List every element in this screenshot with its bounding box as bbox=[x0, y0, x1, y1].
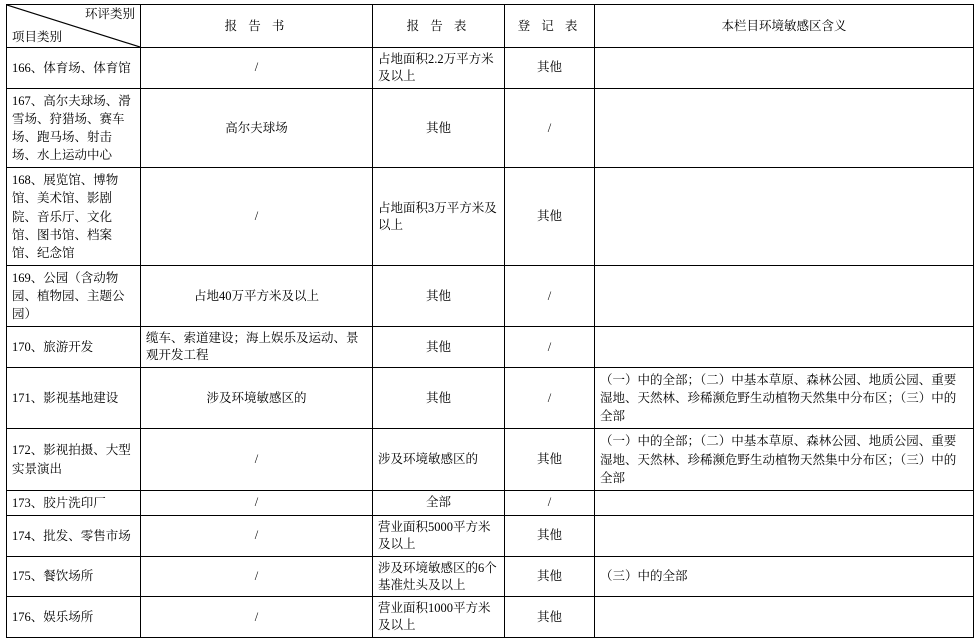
row-register-form: 其他 bbox=[505, 556, 595, 597]
row-category: 176、娱乐场所 bbox=[7, 597, 141, 638]
table-row bbox=[7, 48, 974, 89]
environmental-category-table bbox=[6, 4, 974, 638]
header-corner-top-label: 环评类别 bbox=[84, 7, 135, 21]
header-register-form-label: 登 记 表 bbox=[517, 18, 582, 33]
row-report-book: 缆车、索道建设；海上娱乐及运动、景观开发工程 bbox=[141, 327, 373, 368]
row-register-form: 其他 bbox=[505, 429, 595, 490]
row-category: 169、公园（含动物园、植物园、主题公园） bbox=[7, 265, 141, 326]
row-category: 170、旅游开发 bbox=[7, 327, 141, 368]
row-category: 175、餐饮场所 bbox=[7, 556, 141, 597]
table-row bbox=[7, 597, 974, 638]
row-register-form: / bbox=[505, 327, 595, 368]
row-register-form: 其他 bbox=[505, 48, 595, 89]
row-meaning bbox=[595, 168, 974, 266]
table-header-row bbox=[7, 5, 974, 48]
row-meaning bbox=[595, 597, 974, 638]
row-report-form: 其他 bbox=[373, 265, 505, 326]
row-meaning bbox=[595, 48, 974, 89]
row-report-form: 全部 bbox=[373, 490, 505, 515]
row-report-book: / bbox=[141, 490, 373, 515]
row-register-form: 其他 bbox=[505, 515, 595, 556]
row-report-form: 营业面积5000平方米及以上 bbox=[373, 515, 505, 556]
row-report-book: / bbox=[141, 515, 373, 556]
row-report-form: 占地面积3万平方米及以上 bbox=[373, 168, 505, 266]
row-category: 166、体育场、体育馆 bbox=[7, 48, 141, 89]
table-row bbox=[7, 429, 974, 490]
row-report-book: / bbox=[141, 168, 373, 266]
header-meaning bbox=[595, 5, 974, 48]
row-meaning: （一）中的全部；（二）中基本草原、森林公园、地质公园、重要湿地、天然林、珍稀濒危野生动植物天然集中分布区；（三）中的全部 bbox=[595, 429, 974, 490]
table-row bbox=[7, 556, 974, 597]
row-meaning: （一）中的全部；（二）中基本草原、森林公园、地质公园、重要湿地、天然林、珍稀濒危野生动植物天然集中分布区；（三）中的全部 bbox=[595, 368, 974, 429]
row-category: 168、展览馆、博物馆、美术馆、影剧院、音乐厅、文化馆、图书馆、档案馆、纪念馆 bbox=[7, 168, 141, 266]
row-meaning bbox=[595, 88, 974, 168]
row-category: 173、胶片洗印厂 bbox=[7, 490, 141, 515]
header-report-form-label: 报 告 表 bbox=[406, 18, 471, 33]
table-row bbox=[7, 265, 974, 326]
header-report-form bbox=[373, 5, 505, 48]
row-report-book: 涉及环境敏感区的 bbox=[141, 368, 373, 429]
header-report-book-label: 报 告 书 bbox=[224, 18, 289, 33]
header-report-book bbox=[141, 5, 373, 48]
table-row bbox=[7, 490, 974, 515]
row-category: 171、影视基地建设 bbox=[7, 368, 141, 429]
table-row bbox=[7, 515, 974, 556]
row-register-form: 其他 bbox=[505, 597, 595, 638]
row-meaning bbox=[595, 515, 974, 556]
row-report-form: 其他 bbox=[373, 327, 505, 368]
row-report-form: 营业面积1000平方米及以上 bbox=[373, 597, 505, 638]
row-category: 172、影视拍摄、大型实景演出 bbox=[7, 429, 141, 490]
row-register-form: / bbox=[505, 490, 595, 515]
row-register-form: / bbox=[505, 88, 595, 168]
row-report-form: 占地面积2.2万平方米及以上 bbox=[373, 48, 505, 89]
row-meaning bbox=[595, 327, 974, 368]
row-report-book: / bbox=[141, 48, 373, 89]
header-corner-cell bbox=[7, 5, 141, 48]
header-corner-bottom-label: 项目类别 bbox=[12, 30, 63, 45]
row-meaning: （三）中的全部 bbox=[595, 556, 974, 597]
table-row bbox=[7, 327, 974, 368]
header-meaning-label: 本栏目环境敏感区含义 bbox=[721, 18, 847, 33]
row-report-form: 其他 bbox=[373, 88, 505, 168]
row-report-form: 其他 bbox=[373, 368, 505, 429]
row-register-form: / bbox=[505, 265, 595, 326]
row-report-book: / bbox=[141, 597, 373, 638]
row-report-form: 涉及环境敏感区的6个基准灶头及以上 bbox=[373, 556, 505, 597]
row-register-form: / bbox=[505, 368, 595, 429]
row-report-form: 涉及环境敏感区的 bbox=[373, 429, 505, 490]
table-row bbox=[7, 168, 974, 266]
row-report-book: / bbox=[141, 556, 373, 597]
table-row bbox=[7, 368, 974, 429]
row-report-book: 高尔夫球场 bbox=[141, 88, 373, 168]
header-register-form bbox=[505, 5, 595, 48]
row-report-book: / bbox=[141, 429, 373, 490]
row-category: 174、批发、零售市场 bbox=[7, 515, 141, 556]
row-report-book: 占地40万平方米及以上 bbox=[141, 265, 373, 326]
row-register-form: 其他 bbox=[505, 168, 595, 266]
row-category: 167、高尔夫球场、滑雪场、狩猎场、赛车场、跑马场、射击场、水上运动中心 bbox=[7, 88, 141, 168]
table-row bbox=[7, 88, 974, 168]
row-meaning bbox=[595, 265, 974, 326]
row-meaning bbox=[595, 490, 974, 515]
